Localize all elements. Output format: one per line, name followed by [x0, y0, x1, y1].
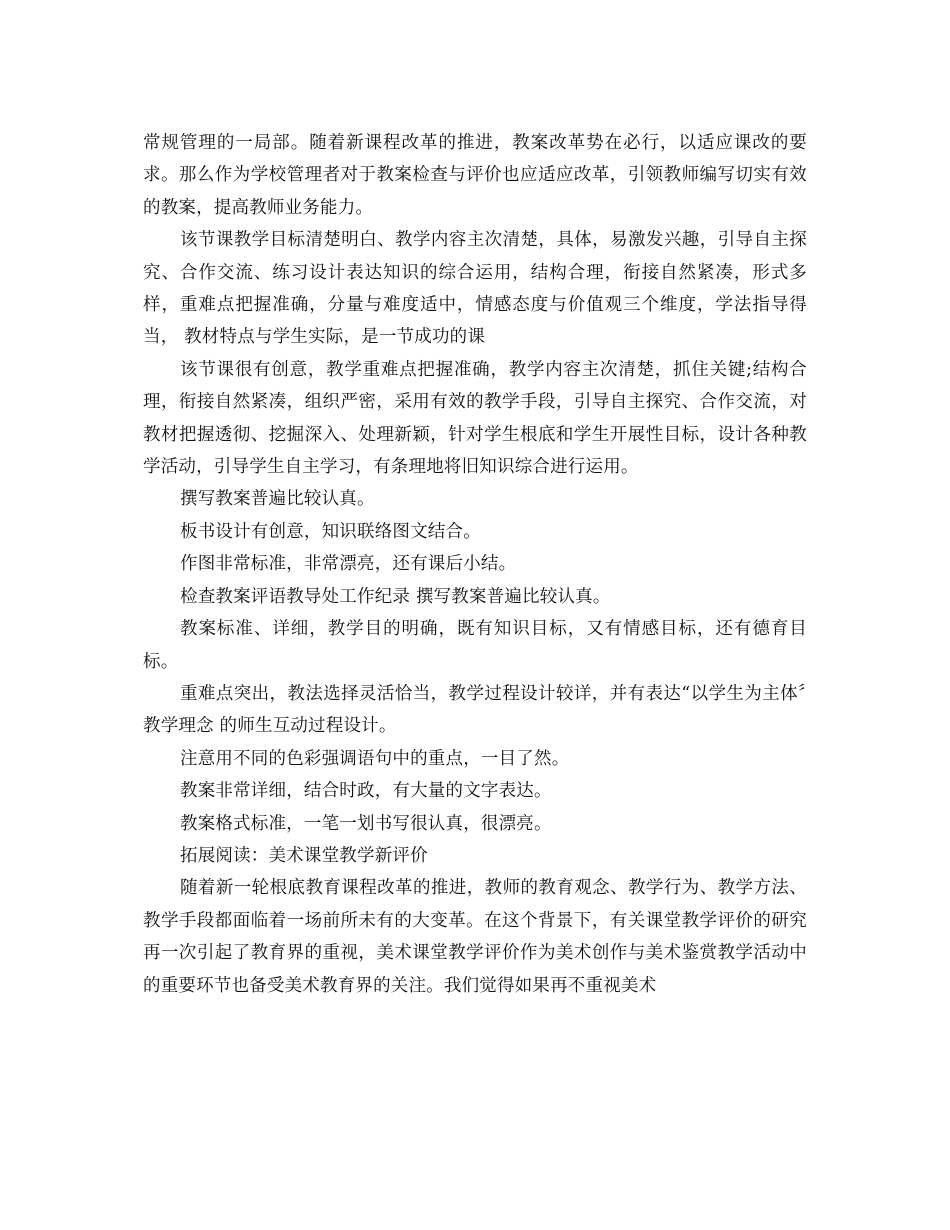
paragraph-7: 检查教案评语教导处工作纪录 撰写教案普遍比较认真。 — [180, 586, 611, 607]
paragraph-3: 该节课很有创意，教学重难点把握准确，教学内容主次清楚，抓住关键;结构合理，衔接自然紧凑，组织严密，采用有效的教学手段，引导自主探究、合作交流，对教材把握透彻、挖掘深入、处理新颖，针对学生根底和学生开展性目标，设计各种教学活动，引导学生自主学习，有条理地将旧知识综合进行运用。 — [143, 359, 807, 478]
paragraph-9: 重难点突出，教法选择灵活恰当，教学过程设计较详，并有表达“以学生为主体〞教学理念 的师生互动过程设计。 — [143, 683, 807, 737]
paragraph-10: 注意用不同的色彩强调语句中的重点，一目了然。 — [180, 748, 570, 769]
paragraph-13: 随着新一轮根底教育课程改革的推进，教师的教育观念、教学行为、教学方法、教学手段都面临着一场前所未有的大变革。在这个背景下，有关课堂教学评价的研究再一次引起了教育界的重视，美术课堂教学评价作为美术创作与美术鉴赏教学活动中的重要环节也备受美术教育界的关注。我们觉得如果再不重视美术 — [143, 878, 807, 996]
paragraph-2: 该节课教学目标清楚明白、教学内容主次清楚，具体，易激发兴趣，引导自主探究、合作交流、练习设计表达知识的综合运用，结构合理，衔接自然紧凑，形式多样，重难点把握准确，分量与难度适中，情感态度与价值观三个维度，学法指导得当， 教材特点与学生实际，是一节成功的课 — [143, 230, 807, 348]
paragraph-6: 作图非常标准，非常漂亮，还有课后小结。 — [180, 554, 517, 575]
paragraph-4: 撰写教案普遍比较认真。 — [180, 489, 375, 510]
document-body — [143, 127, 807, 1002]
paragraph-5: 板书设计有创意，知识联络图文结合。 — [180, 521, 481, 542]
paragraph-11: 教案非常详细，结合时政，有大量的文字表达。 — [180, 781, 552, 802]
paragraph-12: 教案格式标准，一笔一划书写很认真，很漂亮。 — [180, 813, 552, 834]
paragraph-8: 教案标准、详细，教学目的明确，既有知识目标，又有情感目标，还有德育目标。 — [143, 619, 807, 672]
paragraph-1: 常规管理的一局部。随着新课程改革的推进，教案改革势在必行，以适应课改的要求。那么作为学校管理者对于教案检查与评价也应适应改革，引领教师编写切实有效的教案，提高教师业务能力。 — [143, 133, 807, 218]
section-heading-extended-reading: 拓展阅读：美术课堂教学新评价 — [180, 845, 428, 866]
